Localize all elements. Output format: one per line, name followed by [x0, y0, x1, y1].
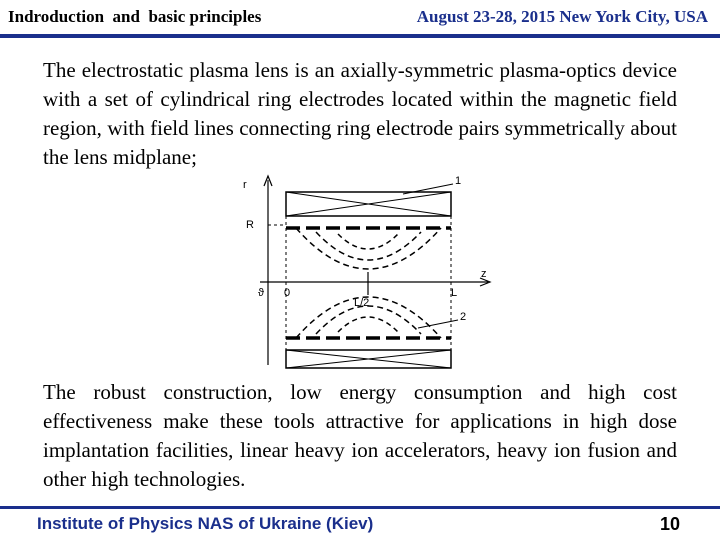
header-rule	[0, 34, 720, 38]
label-L: L	[451, 287, 458, 299]
page-number: 10	[660, 514, 681, 534]
footer-institute: Institute of Physics NAS of Ukraine (Kiev)	[37, 514, 374, 533]
label-theta: ϑ	[258, 287, 265, 299]
field-line-bottom-inner	[316, 306, 421, 334]
field-line-bottom-core	[338, 317, 398, 332]
footer-rule	[0, 506, 720, 509]
field-line-top-core	[338, 234, 398, 249]
label-r: r	[243, 179, 247, 191]
field-line-top-inner	[316, 232, 421, 260]
header-title: Indroduction and basic principles	[8, 7, 262, 26]
leader-2	[418, 320, 458, 328]
label-electrode-2: 2	[460, 311, 467, 323]
label-half-L: L/2	[354, 297, 370, 309]
header-conference: August 23-28, 2015 New York City, USA	[416, 7, 708, 26]
plasma-lens-diagram	[238, 170, 498, 375]
paragraph-applications: The robust construction, low energy consumption and high cost effectiveness make these tools attractive for applications in high dose implantation facilities, linear heavy ion accelerators, heavy ion fusion and other high technologies.	[43, 380, 677, 491]
label-z: z	[481, 268, 487, 280]
label-R: R	[246, 219, 254, 231]
paragraph-lens-description: The electrostatic plasma lens is an axially-symmetric plasma-optics device with a set of cylindrical ring electrodes located within the magnetic field region, with field lines connecting ring electrode pairs symmetrically about the lens midplane;	[43, 58, 677, 169]
label-electrode-1: 1	[455, 175, 462, 187]
label-origin: 0	[284, 287, 291, 299]
